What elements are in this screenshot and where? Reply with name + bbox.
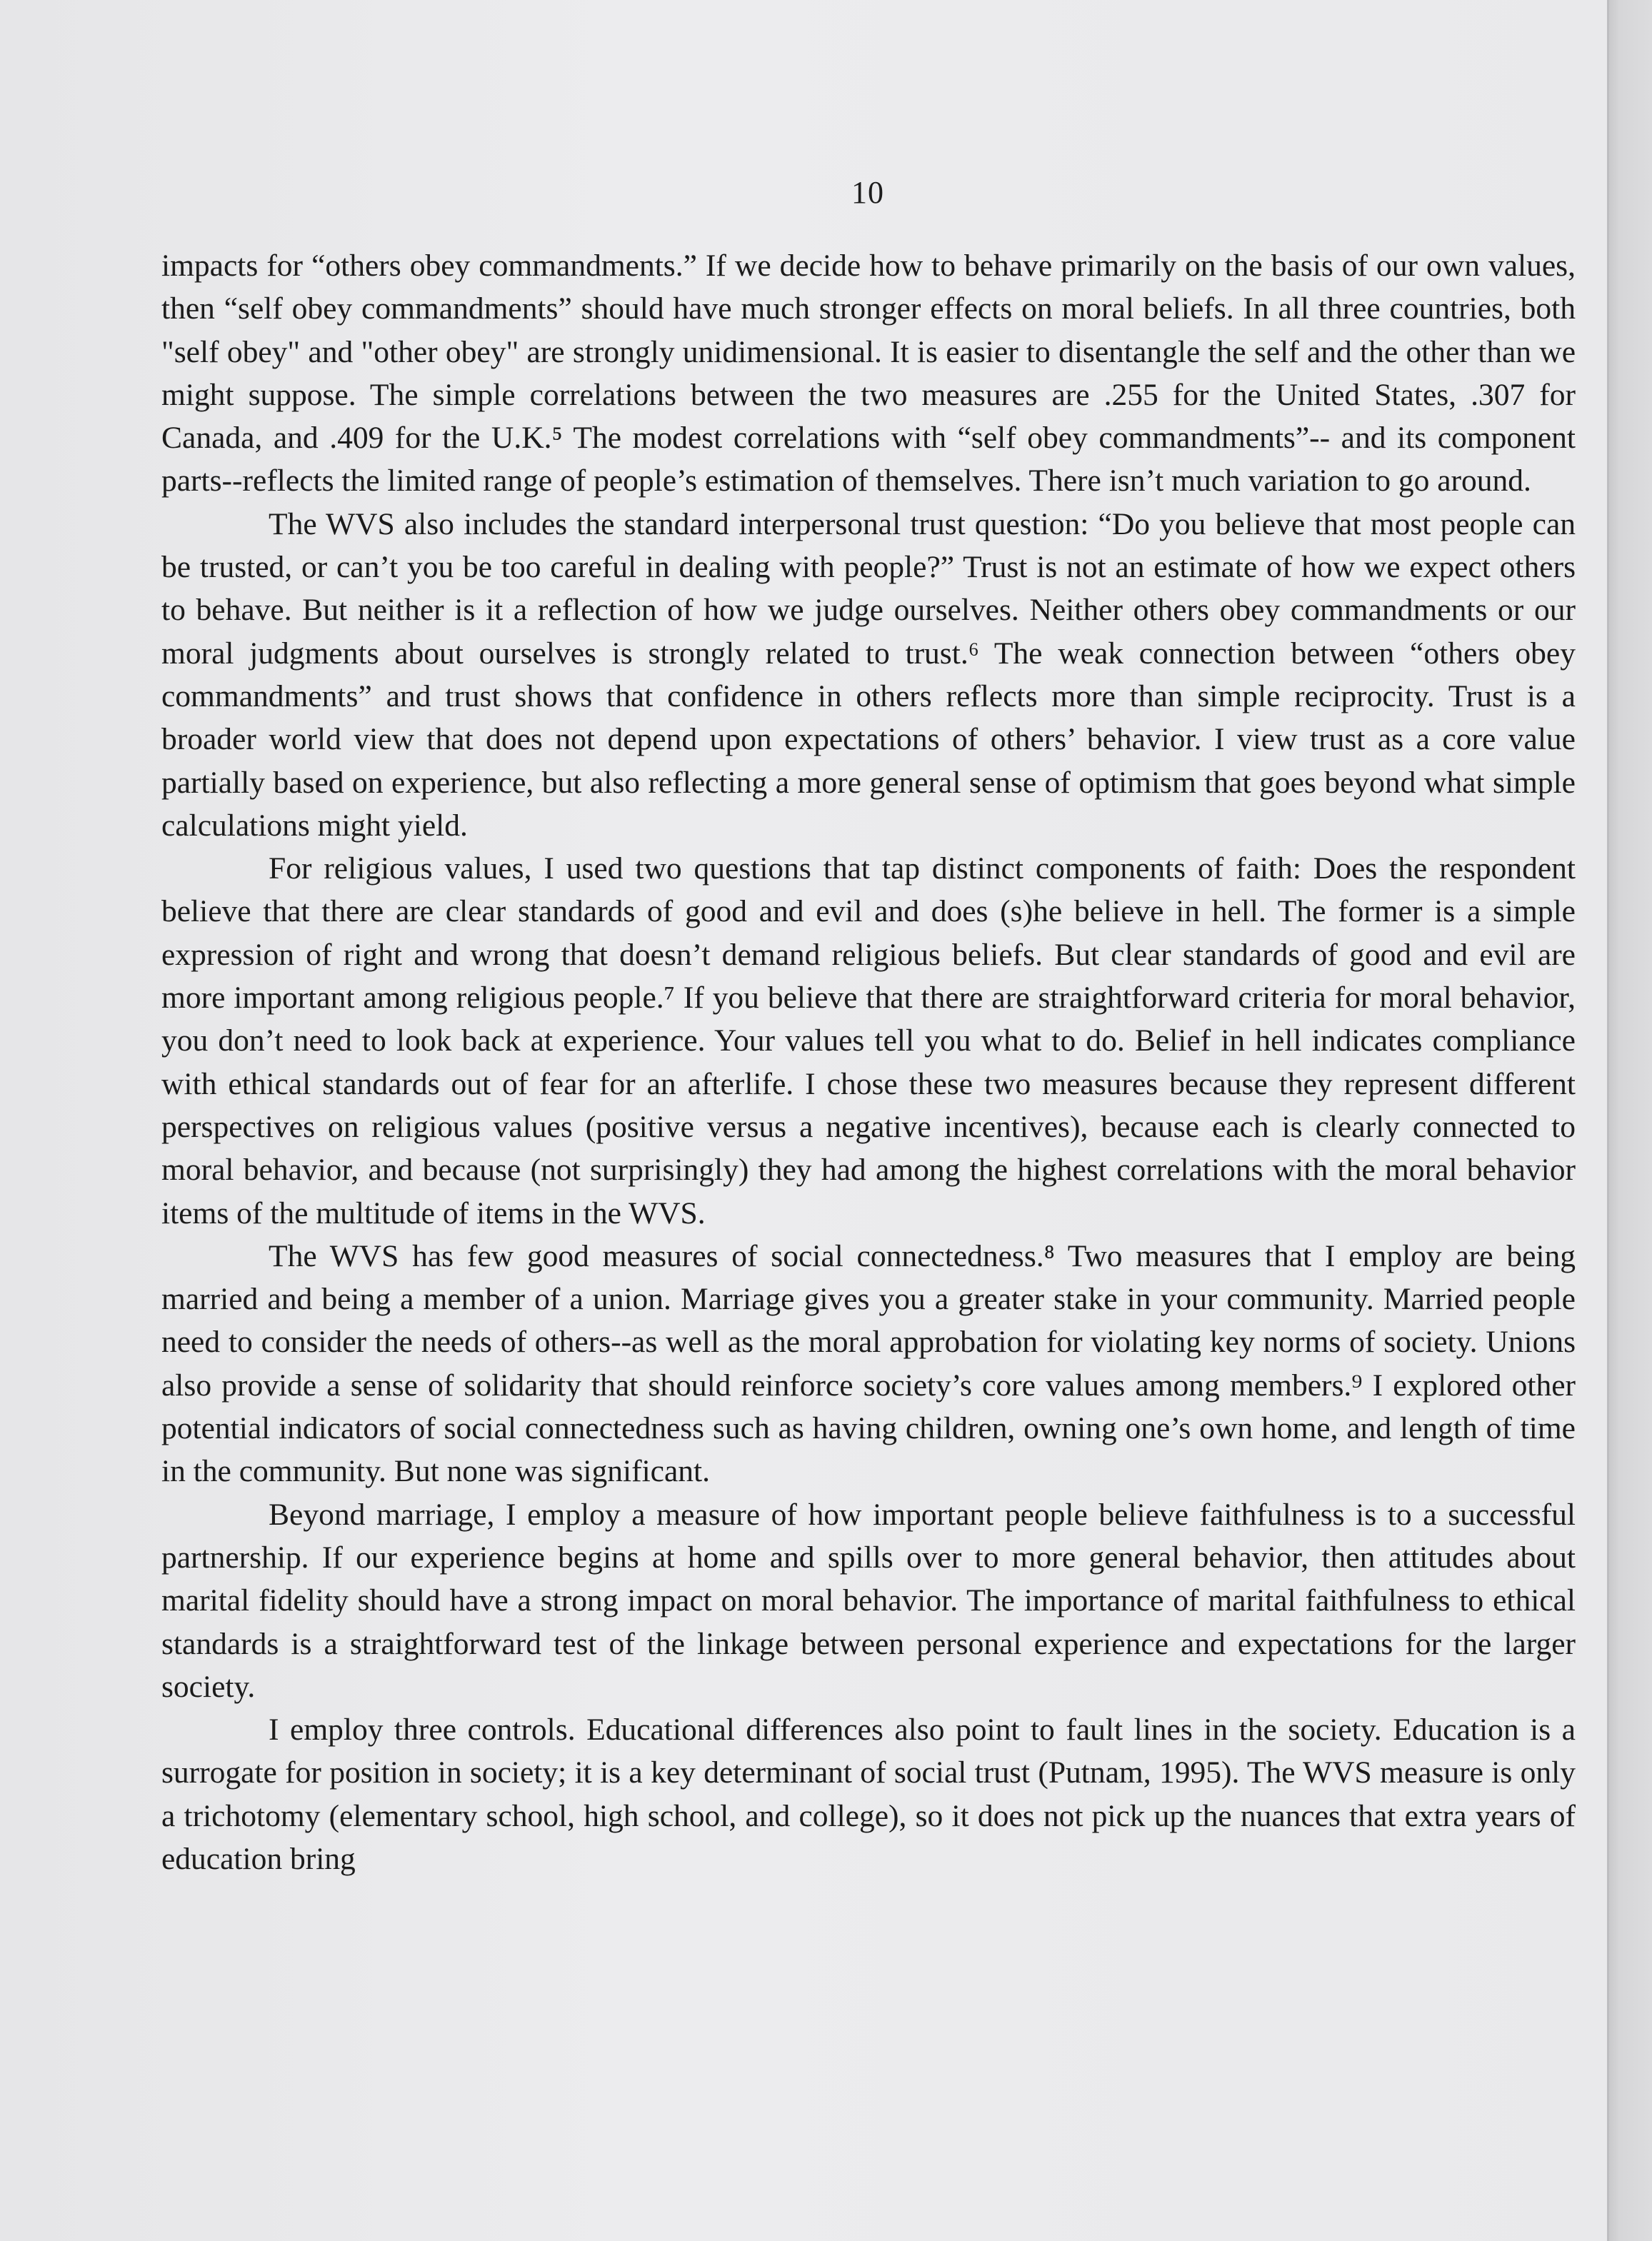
paragraph-3: For religious values, I used two questions that tap distinct components of faith: Does the respondent believe that there are clear standards of good and evil and does (s)he believe in hell. The former is a simple expression of right and wrong that doesn’t demand religious beliefs. But clear standards of good and evil are more important among religious people.⁷ If you believe that there are straightforward criteria for moral behavior, you don’t need to look back at experience. Your values tell you what to do. Belief in hell indicates compliance with ethical standards out of fear for an afterlife. I chose these two measures because they represent different perspectives on religious values (positive versus a negative incentives), because each is clearly connected to moral behavior, and because (not surprisingly) they had among the highest correlations with the moral behavior items of the multitude of items in the WVS. [161, 851, 1576, 1230]
page-number: 10 [851, 175, 884, 210]
paragraph-6: I employ three controls. Educational differences also point to fault lines in the society. Education is a surrogate for position in society; it is a key determinant of social trust (Putnam, 1995). The WVS measure is only a trichotomy (elementary school, high school, and college), so it does not pick up the nuances that extra years of education bring [161, 1713, 1576, 1876]
paragraph-4: The WVS has few good measures of social connectedness.⁸ Two measures that I employ are being married and being a member of a union. Marriage gives you a greater stake in your community. Married people need to consider the needs of others--as well as the moral approbation for violating key norms of society. Unions also provide a sense of solidarity that should reinforce society’s core values among members.⁹ I explored other potential indicators of social connectedness such as having children, owning one’s own home, and length of time in the community. But none was significant. [161, 1238, 1576, 1489]
paragraph-1: impacts for “others obey commandments.” If we decide how to behave primarily on the basis of our own values, then “self obey commandments” should have much stronger effects on moral beliefs. In all three countries, both "self obey" and "other obey" are strongly unidimensional. It is easier to disentangle the self and the other than we might suppose. The simple correlations between the two measures are .255 for the United States, .307 for Canada, and .409 for the U.K.⁵ The modest correlations with “self obey commandments”-- and its component parts--reflects the limited range of people’s estimation of themselves. There isn’t much variation to go around. [161, 249, 1576, 498]
body-text [161, 244, 1576, 1880]
paragraph-2: The WVS also includes the standard interpersonal trust question: “Do you believe that most people can be trusted, or can’t you be too careful in dealing with people?” Trust is not an estimate of how we expect others to behave. But neither is it a reflection of how we judge ourselves. Neither others obey commandments or our moral judgments about ourselves is strongly related to trust.⁶ The weak connection between “others obey commandments” and trust shows that confidence in others reflects more than simple reciprocity. Trust is a broader world view that does not depend upon expectations of others’ behavior. I view trust as a core value partially based on experience, but also reflecting a more general sense of optimism that goes beyond what simple calculations might yield. [161, 506, 1576, 843]
paragraph-5: Beyond marriage, I employ a measure of how important people believe faithfulness is to a successful partnership. If our experience begins at home and spills over to more general behavior, then attitudes about marital fidelity should have a strong impact on moral behavior. The importance of marital faithfulness to ethical standards is a straightforward test of the linkage between personal experience and expectations for the larger society. [161, 1497, 1576, 1704]
page-edge [1607, 0, 1652, 2241]
